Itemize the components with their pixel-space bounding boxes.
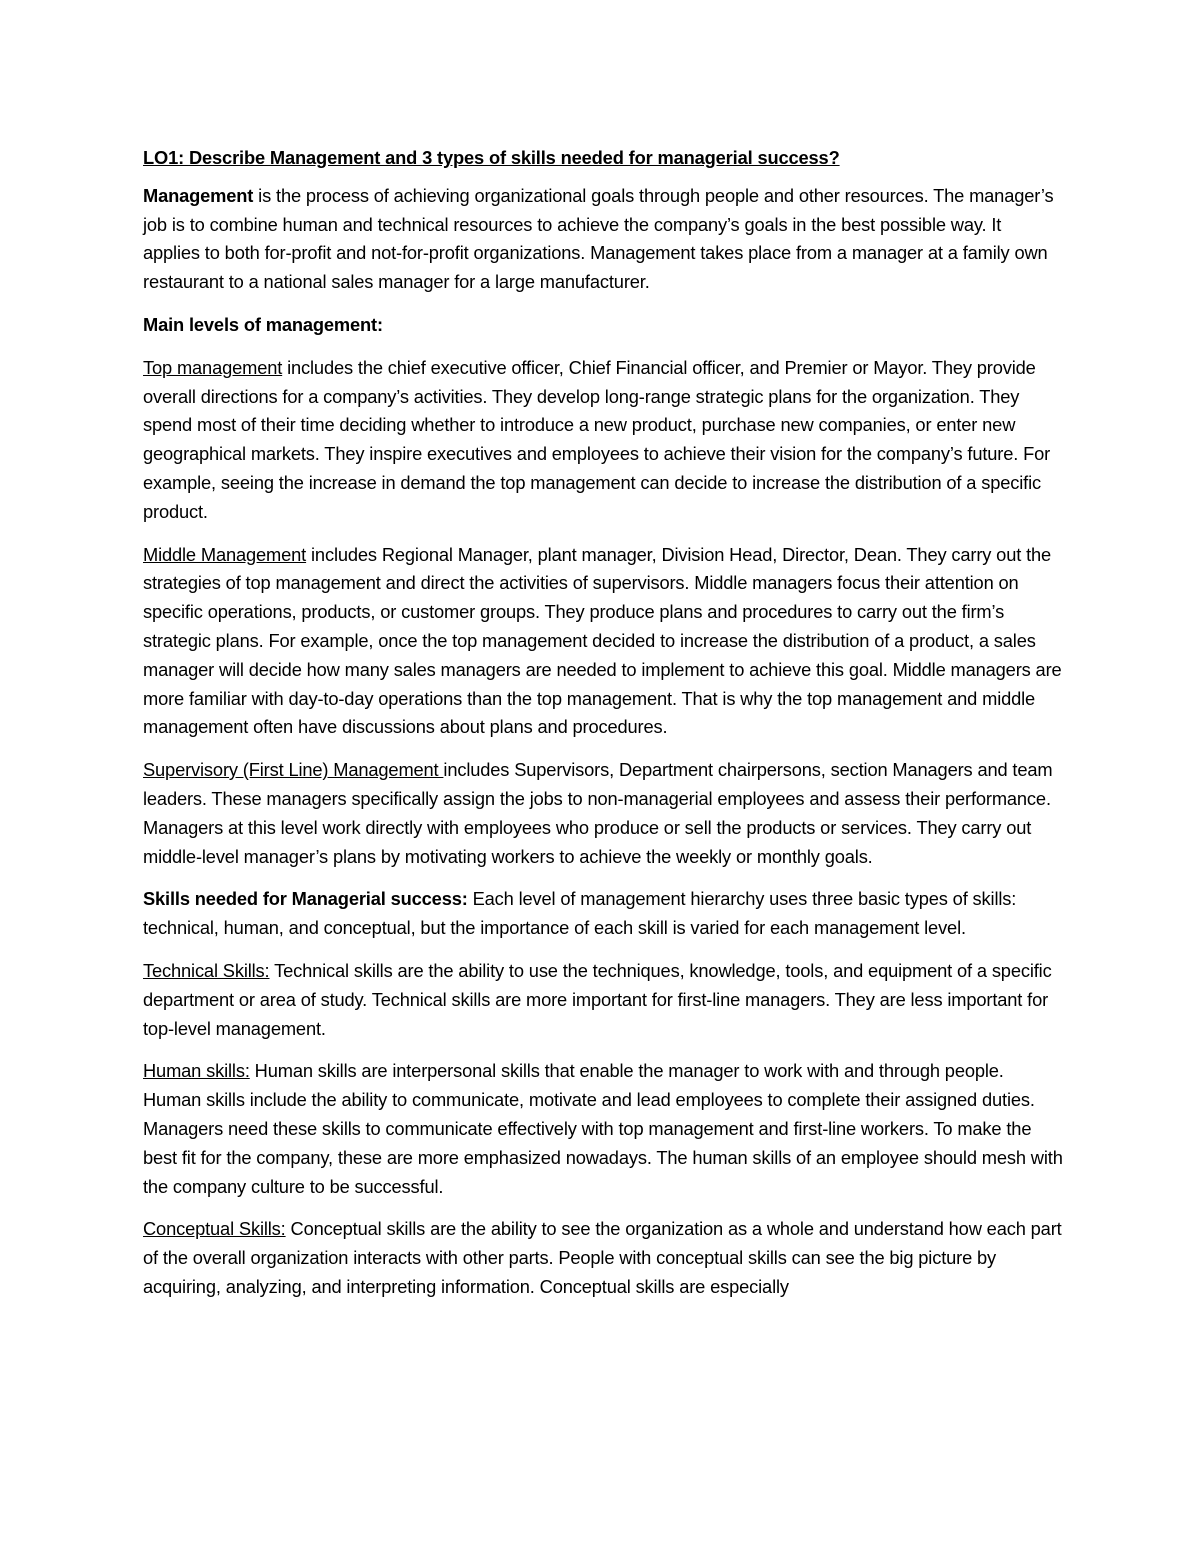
intro-paragraph [143,182,1063,297]
intro-term: Management [143,184,254,206]
skill-term-conceptual: Conceptual Skills: [143,1218,286,1240]
level-text-supervisory: includes Supervisors, Department chairpersons, section Managers and team leaders. These managers specifically assign the jobs to non-managerial employees and assess their performance. Managers at this level work directly with employees who produce or sell the products or services. They carry out middle-level manager’s plans by motivating workers to achieve the weekly or monthly goals. [143,759,1053,867]
skill-text-conceptual: Conceptual skills are the ability to see the organization as a whole and understand how each part of the overall organization interacts with other parts. People with conceptual skills can see the big picture by acquiring, analyzing, and interpreting information. Conceptual skills are especially [143,1218,1062,1297]
level-paragraph-supervisory [143,756,1063,871]
level-term-supervisory: Supervisory (First Line) Management [143,759,444,781]
levels-heading: Main levels of management: [143,313,383,335]
level-term-middle: Middle Management [143,543,307,565]
skill-text-human: Human skills are interpersonal skills that enable the manager to work with and through people. Human skills include the ability to communicate, motivate and lead employees to complete their assigned duties. Managers need these skills to communicate effectively with top management and first-line workers. To make the best fit for the company, these are more emphasized nowadays. The human skills of an employee should mesh with the company culture to be successful. [143,1060,1063,1197]
skill-text-technical: Technical skills are the ability to use the techniques, knowledge, tools, and equipment of a specific department or area of study. Technical skills are more important for first-line managers. They are less important for top-level management. [143,959,1052,1039]
skill-paragraph-conceptual [143,1215,1063,1301]
level-paragraph-middle [143,541,1063,743]
skill-paragraph-human [143,1057,1063,1201]
level-text-top: includes the chief executive officer, Chief Financial officer, and Premier or Mayor. They provide overall directions for a company’s activities. They develop long-range strategic plans for the organization. They spend most of their time deciding whether to introduce a new product, purchase new companies, or enter new geographical markets. They inspire executives and employees to achieve their vision for the company’s future. For example, seeing the increase in demand the top management can decide to increase the distribution of a specific product. [143,356,1051,522]
skills-intro-paragraph [143,885,1063,943]
intro-text: is the process of achieving organizational goals through people and other resources. The manager’s job is to combine human and technical resources to achieve the company’s goals in the best possible way. It applies to both for-profit and not-for-profit organizations. Management takes place from a manager at a family own restaurant to a national sales manager for a large manufacturer. [143,184,1054,293]
level-term-top: Top management [143,356,283,378]
skill-term-human: Human skills: [143,1060,250,1082]
level-text-middle: includes Regional Manager, plant manager, Division Head, Director, Dean. They carry out the strategies of top management and direct the activities of supervisors. Middle managers focus their attention on specific operations, products, or customer groups. They produce plans and procedures to carry out the firm’s strategic plans. For example, once the top management decided to increase the distribution of a product, a sales manager will decide how many sales managers are needed to implement to achieve this goal. Middle managers are more familiar with day-to-day operations than the top management. That is why the top management and middle management often have discussions about plans and procedures. [143,543,1062,738]
document-page [143,144,1063,1316]
page-title: LO1: Describe Management and 3 types of skills needed for managerial success? [143,147,840,168]
skill-paragraph-technical [143,957,1063,1043]
skills-intro-text: Each level of management hierarchy uses three basic types of skills: technical, human, and conceptual, but the importance of each skill is varied for each management level. [143,888,1017,939]
skills-intro-term: Skills needed for Managerial success: [143,888,468,910]
level-paragraph-top [143,354,1063,527]
skill-term-technical: Technical Skills: [143,959,270,981]
